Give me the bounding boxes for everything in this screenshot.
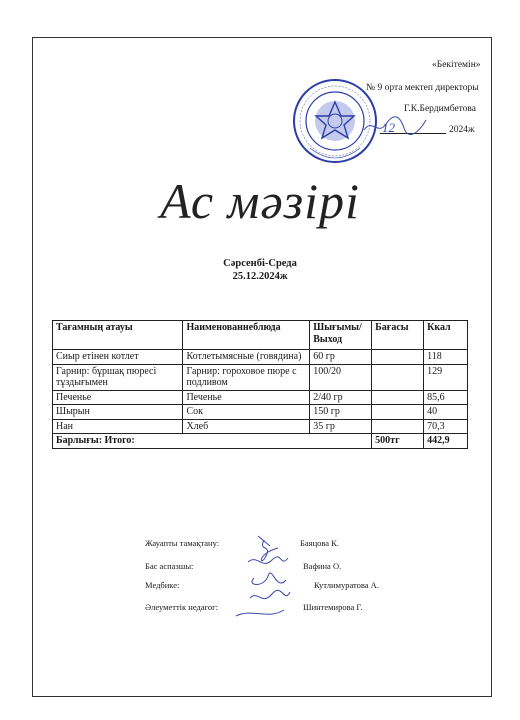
cell-name-ru: Сок [183, 405, 310, 420]
header-name-ru: Наименованнеблюда [183, 321, 310, 350]
signature-name: Вафина О. [303, 561, 342, 571]
cell-output: 100/20 [310, 364, 372, 390]
table-row [53, 405, 468, 420]
cell-kcal: 129 [424, 364, 468, 390]
staff-signatures [228, 534, 308, 624]
signature-role: Әлеуметтік недагог: [145, 602, 218, 612]
approval-label: «Бекітемін» [432, 60, 481, 70]
cell-price [372, 390, 424, 405]
table-row [53, 364, 468, 390]
approval-director: Г.К.Бердимбетова [404, 104, 477, 114]
cell-price [372, 419, 424, 434]
table-header-row [53, 321, 468, 350]
total-price: 500тг [372, 434, 424, 449]
signature-name: Шинтемирова Г. [303, 602, 363, 612]
menu-table [52, 320, 468, 449]
cell-output: 2/40 гр [310, 390, 372, 405]
signature-role: Бас аспазшы: [145, 561, 194, 571]
cell-price [372, 364, 424, 390]
cell-kcal: 85,6 [424, 390, 468, 405]
cell-name-ru: Печенье [183, 390, 310, 405]
approval-date-handwritten: 12 [382, 120, 395, 135]
total-label: Барлығы: Итого: [53, 434, 372, 449]
cell-price [372, 350, 424, 365]
cell-kcal: 40 [424, 405, 468, 420]
table-row [53, 419, 468, 434]
date-label: 25.12.2024ж [232, 271, 288, 282]
cell-output: 150 гр [310, 405, 372, 420]
cell-name-ru: Котлетымясные (говядина) [183, 350, 310, 365]
table-row [53, 350, 468, 365]
cell-name-kz: Нан [53, 419, 183, 434]
cell-name-ru: Гарнир: гороховое пюре с подливом [183, 364, 310, 390]
signature-name: Кутлимуратова А. [314, 580, 379, 590]
cell-name-ru: Хлеб [183, 419, 310, 434]
cell-name-kz: Шырын [53, 405, 183, 420]
page-title: Ас мәзірі [160, 173, 360, 229]
header-kcal: Ккал [424, 321, 468, 350]
table-row [53, 390, 468, 405]
cell-kcal: 70,3 [424, 419, 468, 434]
cell-kcal: 118 [424, 350, 468, 365]
cell-name-kz: Печенье [53, 390, 183, 405]
cell-name-kz: Сиыр етінен котлет [53, 350, 183, 365]
cell-output: 60 гр [310, 350, 372, 365]
approval-position: № 9 орта мектеп директоры [366, 83, 479, 93]
day-label: Сәрсенбі-Среда [223, 258, 297, 269]
official-seal [292, 78, 378, 164]
signature-role: Медбике: [145, 580, 180, 590]
signature-name: Баяцова К. [300, 538, 339, 548]
header-price: Бағасы [372, 321, 424, 350]
total-kcal: 442,9 [424, 434, 468, 449]
signature-role: Жауапты тамақтану: [145, 538, 220, 548]
header-name-kz: Тағамның атауы [53, 321, 183, 350]
header-output: Шығымы/ Выход [310, 321, 372, 350]
approval-year: 2024ж [449, 125, 475, 135]
cell-output: 35 гр [310, 419, 372, 434]
table-total-row [53, 434, 468, 449]
cell-name-kz: Гарнир: бұршақ пюресі тұздығымен [53, 364, 183, 390]
cell-price [372, 405, 424, 420]
